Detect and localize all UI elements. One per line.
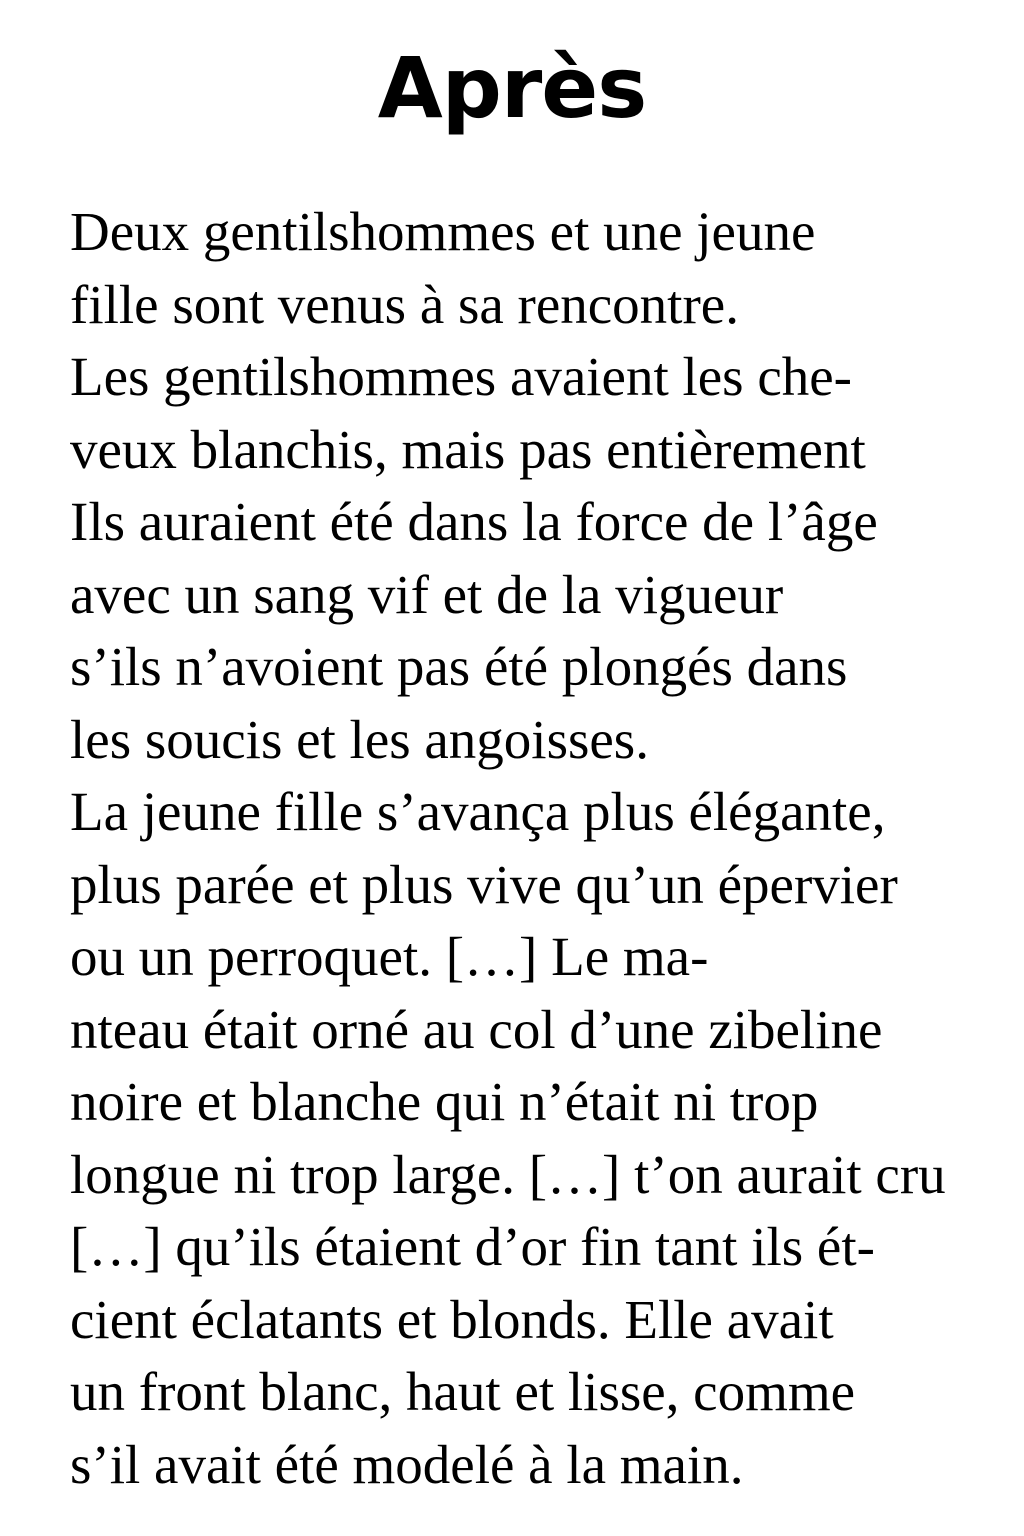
text-line: […] qu’ils étaient d’or fin tant ils ét- xyxy=(70,1216,875,1277)
body-text xyxy=(70,196,1020,1501)
text-line: s’ils n’avoient pas été plongés dans xyxy=(70,636,848,697)
text-line: Deux gentilshommes et une jeune xyxy=(70,201,816,262)
text-line: noire et blanche qui n’était ni trop xyxy=(70,1071,819,1132)
text-line: s’il avait été modelé à la main. xyxy=(70,1433,744,1495)
text-line: ou un perroquet. […] Le ma- xyxy=(70,926,709,987)
text-line: longue ni trop large. […] t’on aurait cru xyxy=(70,1143,946,1205)
text-line: Ils auraient été dans la force de l’âge xyxy=(70,491,878,552)
text-line: Les gentilshommes avaient les che- xyxy=(70,346,852,407)
text-line: cient éclatants et blonds. Elle avait xyxy=(70,1288,834,1350)
text-line: plus parée et plus vive qu’un épervier xyxy=(70,853,898,915)
text-line: La jeune fille s’avança plus élégante, xyxy=(70,781,886,842)
text-line: avec un sang vif et de la vigueur xyxy=(70,563,784,625)
text-line: nteau était orné au col d’une zibeline xyxy=(70,998,883,1060)
text-line: un front blanc, haut et lisse, comme xyxy=(70,1361,856,1422)
text-line: veux blanchis, mais pas entièrement xyxy=(70,418,866,480)
page-title: Après xyxy=(377,39,647,137)
text-line: les soucis et les angoisses. xyxy=(70,708,649,770)
text-line: fille sont venus à sa rencontre. xyxy=(70,273,739,335)
